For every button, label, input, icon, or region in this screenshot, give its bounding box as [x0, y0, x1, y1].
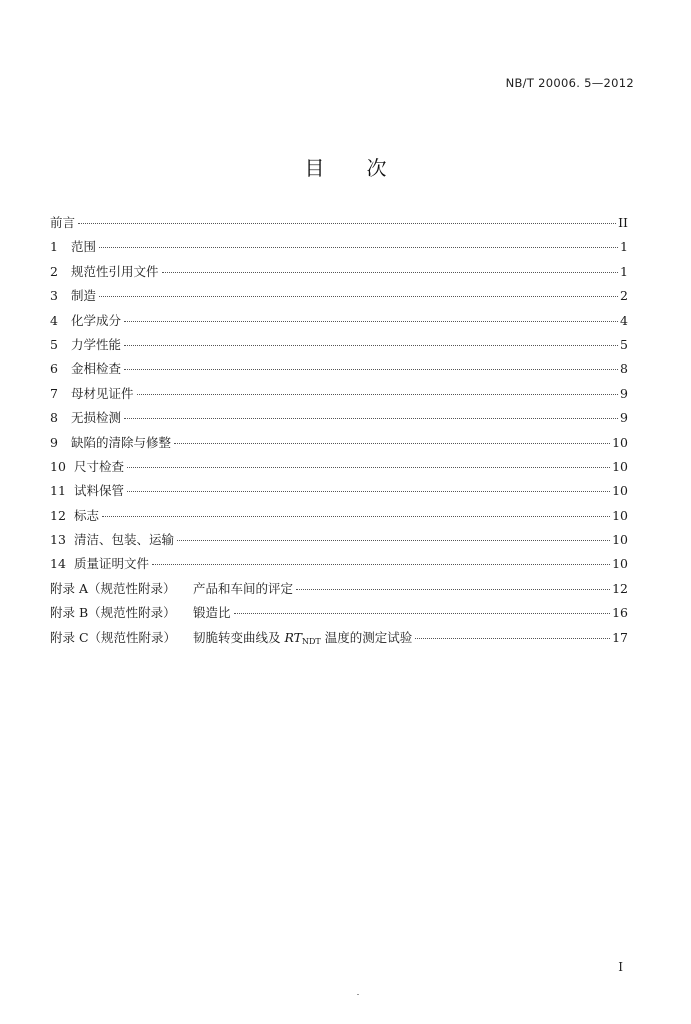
toc-leader-dots — [296, 589, 610, 590]
toc-appendix-label: 附录 A（规范性附录） — [50, 580, 176, 596]
toc-leader-dots — [137, 394, 618, 395]
toc-leader-dots — [124, 369, 618, 370]
toc-entry-number: 3 — [50, 288, 58, 304]
toc-entry-page: II — [618, 215, 628, 230]
toc-leader-dots — [78, 223, 616, 224]
toc-entry-page: 8 — [620, 361, 628, 377]
toc-entry-page: 9 — [620, 410, 628, 426]
toc-leader-dots — [162, 272, 618, 273]
toc-entry-title: 范围 — [71, 239, 97, 255]
toc-entry-page: 17 — [612, 629, 628, 645]
toc-leader-dots — [174, 443, 610, 444]
toc-entry-title: 无损检测 — [71, 410, 122, 426]
toc-entry-title: 金相检查 — [71, 361, 122, 377]
toc-entry-4[interactable] — [50, 309, 628, 333]
toc-entry-title: 制造 — [71, 288, 97, 304]
toc-leader-dots — [127, 491, 610, 492]
toc-entry-number: 5 — [50, 336, 58, 352]
toc-entry-page: 4 — [620, 312, 628, 328]
toc-entry-foreword[interactable] — [50, 211, 628, 235]
toc-entry-number: 6 — [50, 361, 58, 377]
toc-entry-page: 10 — [612, 556, 628, 572]
toc-entry-9[interactable] — [50, 431, 628, 455]
toc-entry-page: 12 — [612, 580, 628, 596]
table-of-contents — [50, 211, 628, 650]
toc-entry-title: 力学性能 — [71, 336, 122, 352]
toc-appendix-title: 锻造比 — [193, 605, 231, 621]
toc-entry-page: 16 — [612, 605, 628, 621]
toc-leader-dots — [99, 296, 618, 297]
toc-entry-title: 尺寸检查 — [74, 458, 125, 474]
toc-entry-title: 前言 — [50, 215, 76, 230]
toc-entry-title: 标志 — [74, 507, 100, 523]
document-code: NB/T 20006. 5—2012 — [505, 76, 634, 90]
toc-entry-number: 13 — [50, 532, 66, 548]
toc-entry-11[interactable] — [50, 479, 628, 503]
toc-entry-number: 12 — [50, 507, 66, 523]
toc-entry-title: 清洁、包装、运输 — [74, 532, 175, 548]
toc-appendix-title-prefix: 韧脆转变曲线及 — [193, 629, 285, 645]
toc-appendix-title: 产品和车间的评定 — [193, 580, 294, 596]
toc-entry-6[interactable] — [50, 357, 628, 381]
toc-entry-title: 规范性引用文件 — [71, 263, 159, 279]
toc-appendix-c[interactable] — [50, 626, 628, 650]
toc-entry-number: 14 — [50, 556, 66, 572]
toc-entry-number: 1 — [50, 239, 58, 255]
toc-leader-dots — [99, 247, 618, 248]
toc-entry-page: 5 — [620, 336, 628, 352]
scan-artifact — [357, 994, 359, 995]
toc-entry-10[interactable] — [50, 455, 628, 479]
toc-entry-number: 4 — [50, 312, 58, 328]
toc-appendix-b[interactable] — [50, 601, 628, 625]
toc-entry-number: 2 — [50, 263, 58, 279]
toc-entry-number: 11 — [50, 483, 66, 499]
toc-leader-dots — [127, 467, 610, 468]
toc-entry-page: 10 — [612, 532, 628, 548]
toc-entry-title: 质量证明文件 — [74, 556, 150, 572]
toc-leader-dots — [124, 418, 618, 419]
toc-entry-8[interactable] — [50, 406, 628, 430]
toc-entry-title: 缺陷的清除与修整 — [71, 434, 172, 450]
toc-entry-page: 1 — [620, 263, 628, 279]
toc-entry-page: 10 — [612, 458, 628, 474]
toc-entry-5[interactable] — [50, 333, 628, 357]
toc-entry-page: 2 — [620, 288, 628, 304]
toc-leader-dots — [102, 516, 610, 517]
toc-leader-dots — [177, 540, 610, 541]
rt-symbol: RT — [284, 629, 303, 645]
toc-leader-dots — [124, 321, 618, 322]
toc-entry-page: 10 — [612, 507, 628, 523]
toc-entry-3[interactable] — [50, 284, 628, 308]
toc-entry-title: 母材见证件 — [71, 385, 134, 401]
toc-entry-7[interactable] — [50, 382, 628, 406]
toc-entry-number: 8 — [50, 410, 58, 426]
toc-appendix-label: 附录 C（规范性附录） — [50, 629, 177, 645]
toc-entry-2[interactable] — [50, 260, 628, 284]
toc-appendix-title-suffix: 温度的测定试验 — [320, 629, 413, 645]
toc-appendix-title — [193, 626, 412, 654]
toc-entry-1[interactable] — [50, 235, 628, 259]
toc-leader-dots — [234, 613, 611, 614]
toc-entry-number: 10 — [50, 458, 66, 474]
toc-appendix-a[interactable] — [50, 577, 628, 601]
toc-entry-number: 7 — [50, 385, 58, 401]
toc-entry-page: 10 — [612, 483, 628, 499]
toc-leader-dots — [152, 564, 610, 565]
toc-leader-dots — [124, 345, 618, 346]
toc-entry-title: 化学成分 — [71, 312, 122, 328]
toc-entry-13[interactable] — [50, 528, 628, 552]
toc-entry-page: 10 — [612, 434, 628, 450]
toc-entry-title: 试料保管 — [74, 483, 125, 499]
page-title: 目次 — [304, 156, 429, 180]
toc-appendix-label: 附录 B（规范性附录） — [50, 605, 176, 621]
toc-entry-number: 9 — [50, 434, 58, 450]
toc-entry-page: 9 — [620, 385, 628, 401]
toc-leader-dots — [415, 638, 610, 639]
rt-subscript: NDT — [302, 636, 321, 646]
toc-entry-12[interactable] — [50, 504, 628, 528]
page-number: I — [618, 960, 623, 974]
toc-entry-page: 1 — [620, 239, 628, 255]
toc-entry-14[interactable] — [50, 552, 628, 576]
